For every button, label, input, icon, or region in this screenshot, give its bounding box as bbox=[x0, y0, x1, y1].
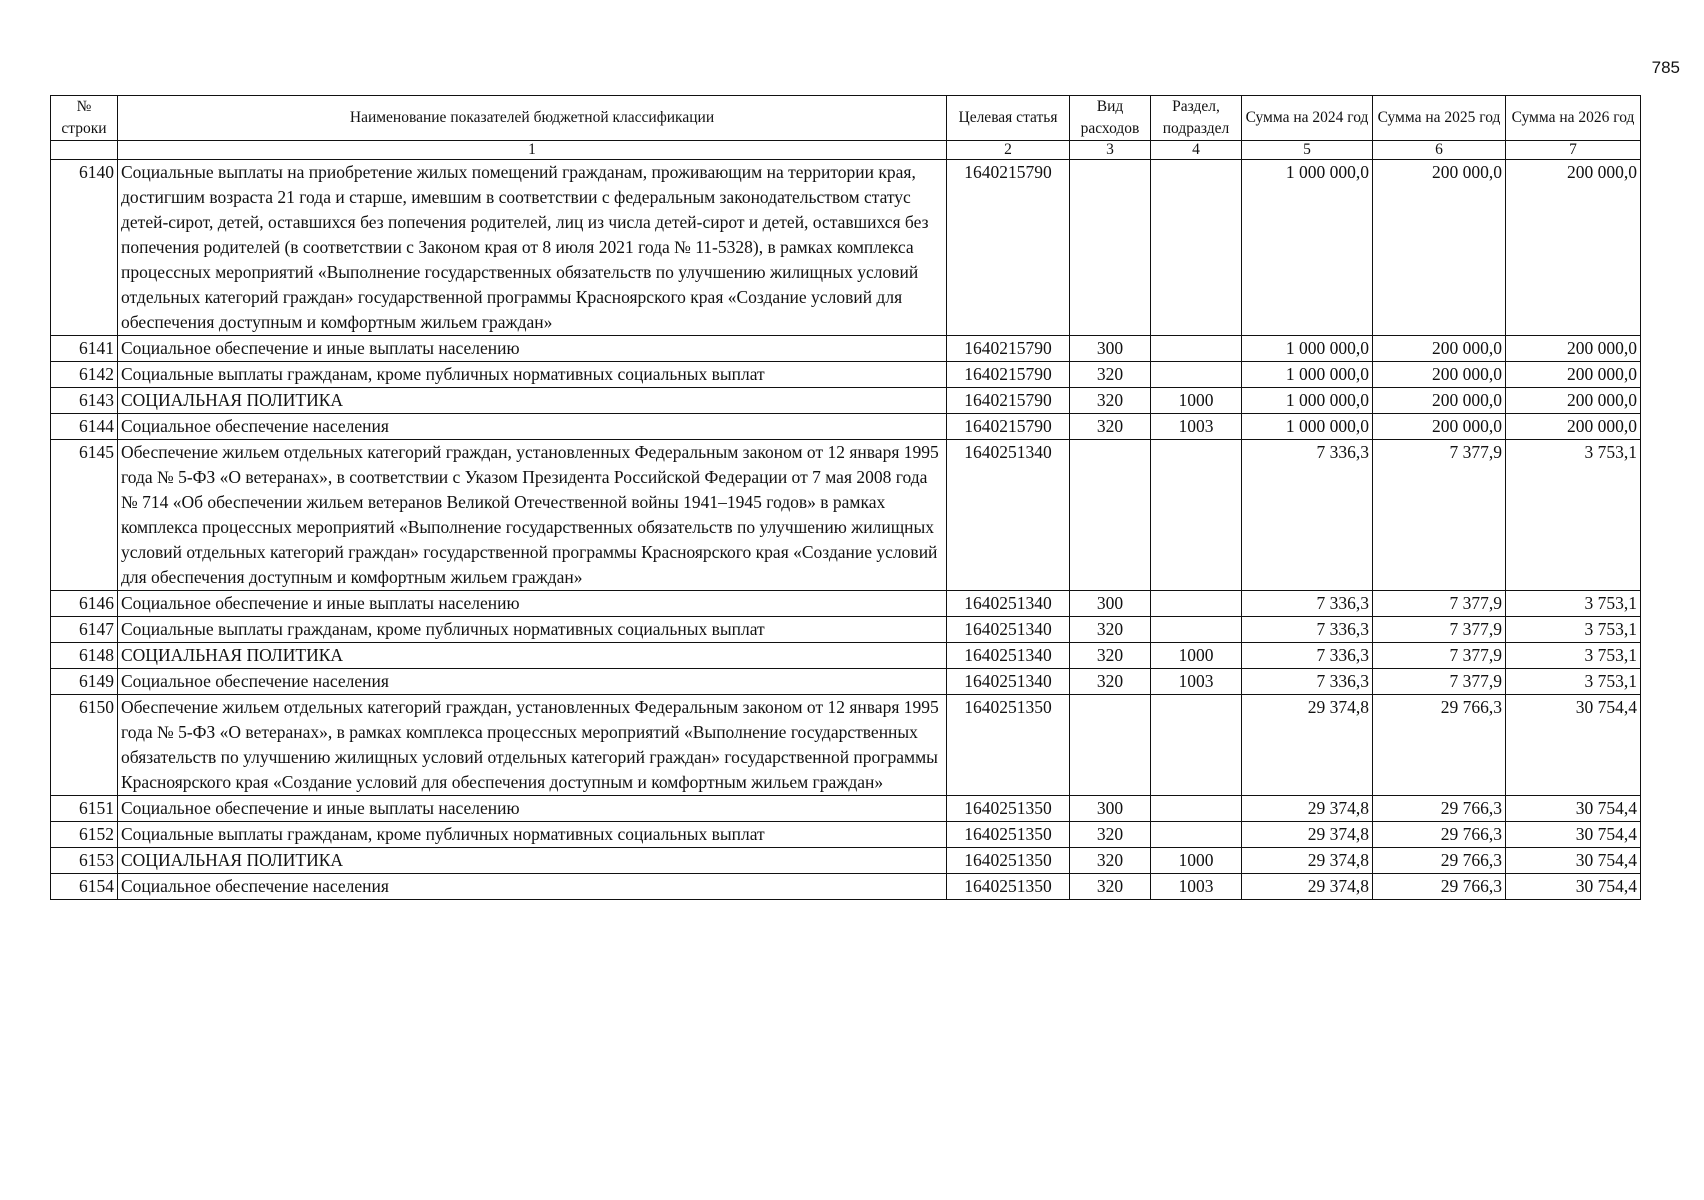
sum-2025-cell: 200 000,0 bbox=[1373, 388, 1506, 414]
table-row bbox=[51, 848, 1641, 874]
sum-2025-cell: 7 377,9 bbox=[1373, 669, 1506, 695]
row-number-cell: 6149 bbox=[51, 669, 118, 695]
row-number-cell: 6153 bbox=[51, 848, 118, 874]
row-name-cell: Социальные выплаты гражданам, кроме публичных нормативных социальных выплат bbox=[118, 617, 947, 643]
column-number: 5 bbox=[1242, 141, 1373, 160]
table-row bbox=[51, 669, 1641, 695]
sum-2026-cell: 200 000,0 bbox=[1506, 388, 1641, 414]
sum-2025-cell: 200 000,0 bbox=[1373, 362, 1506, 388]
section-cell: 1003 bbox=[1151, 414, 1242, 440]
row-name-cell: Социальное обеспечение и иные выплаты населению bbox=[118, 796, 947, 822]
header-sum-2024: Сумма на 2024 год bbox=[1242, 96, 1373, 141]
sum-2024-cell: 29 374,8 bbox=[1242, 848, 1373, 874]
sum-2024-cell: 7 336,3 bbox=[1242, 440, 1373, 591]
table-row bbox=[51, 822, 1641, 848]
sum-2024-cell: 1 000 000,0 bbox=[1242, 388, 1373, 414]
header-sum-2025: Сумма на 2025 год bbox=[1373, 96, 1506, 141]
sum-2024-cell: 1 000 000,0 bbox=[1242, 362, 1373, 388]
table-row bbox=[51, 695, 1641, 796]
target-article-cell: 1640215790 bbox=[947, 160, 1070, 336]
section-cell: 1000 bbox=[1151, 388, 1242, 414]
sum-2026-cell: 200 000,0 bbox=[1506, 362, 1641, 388]
row-name-cell: СОЦИАЛЬНАЯ ПОЛИТИКА bbox=[118, 643, 947, 669]
expense-type-cell: 320 bbox=[1070, 643, 1151, 669]
sum-2024-cell: 1 000 000,0 bbox=[1242, 414, 1373, 440]
expense-type-cell: 320 bbox=[1070, 874, 1151, 900]
target-article-cell: 1640251350 bbox=[947, 695, 1070, 796]
column-number: 7 bbox=[1506, 141, 1641, 160]
target-article-cell: 1640251350 bbox=[947, 848, 1070, 874]
header-row-no: № строки bbox=[51, 96, 118, 141]
section-cell: 1000 bbox=[1151, 848, 1242, 874]
row-number-cell: 6150 bbox=[51, 695, 118, 796]
expense-type-cell: 300 bbox=[1070, 796, 1151, 822]
row-number-cell: 6154 bbox=[51, 874, 118, 900]
sum-2026-cell: 30 754,4 bbox=[1506, 796, 1641, 822]
target-article-cell: 1640215790 bbox=[947, 414, 1070, 440]
sum-2024-cell: 7 336,3 bbox=[1242, 591, 1373, 617]
sum-2025-cell: 29 766,3 bbox=[1373, 796, 1506, 822]
sum-2024-cell: 7 336,3 bbox=[1242, 643, 1373, 669]
sum-2024-cell: 1 000 000,0 bbox=[1242, 336, 1373, 362]
row-name-cell: СОЦИАЛЬНАЯ ПОЛИТИКА bbox=[118, 388, 947, 414]
table-row bbox=[51, 796, 1641, 822]
row-name-cell: Социальное обеспечение и иные выплаты населению bbox=[118, 336, 947, 362]
sum-2024-cell: 29 374,8 bbox=[1242, 874, 1373, 900]
column-number: 1 bbox=[118, 141, 947, 160]
section-cell bbox=[1151, 695, 1242, 796]
section-cell: 1000 bbox=[1151, 643, 1242, 669]
expense-type-cell: 320 bbox=[1070, 617, 1151, 643]
target-article-cell: 1640251350 bbox=[947, 874, 1070, 900]
row-number-cell: 6147 bbox=[51, 617, 118, 643]
table-row bbox=[51, 160, 1641, 336]
section-cell bbox=[1151, 362, 1242, 388]
expense-type-cell: 320 bbox=[1070, 822, 1151, 848]
section-cell: 1003 bbox=[1151, 874, 1242, 900]
row-name-cell: Социальные выплаты гражданам, кроме публичных нормативных социальных выплат bbox=[118, 362, 947, 388]
table-row bbox=[51, 336, 1641, 362]
target-article-cell: 1640251340 bbox=[947, 440, 1070, 591]
sum-2026-cell: 3 753,1 bbox=[1506, 591, 1641, 617]
sum-2024-cell: 1 000 000,0 bbox=[1242, 160, 1373, 336]
target-article-cell: 1640215790 bbox=[947, 362, 1070, 388]
expense-type-cell: 320 bbox=[1070, 669, 1151, 695]
sum-2024-cell: 29 374,8 bbox=[1242, 695, 1373, 796]
row-number-cell: 6146 bbox=[51, 591, 118, 617]
page-number: 785 bbox=[1651, 58, 1680, 77]
budget-table bbox=[50, 95, 1641, 900]
section-cell bbox=[1151, 591, 1242, 617]
sum-2024-cell: 7 336,3 bbox=[1242, 617, 1373, 643]
target-article-cell: 1640251340 bbox=[947, 643, 1070, 669]
row-number-cell: 6142 bbox=[51, 362, 118, 388]
row-name-cell: Социальное обеспечение населения bbox=[118, 669, 947, 695]
header-section: Раздел, подраздел bbox=[1151, 96, 1242, 141]
column-number bbox=[51, 141, 118, 160]
row-number-cell: 6140 bbox=[51, 160, 118, 336]
section-cell bbox=[1151, 796, 1242, 822]
expense-type-cell: 320 bbox=[1070, 388, 1151, 414]
sum-2025-cell: 200 000,0 bbox=[1373, 336, 1506, 362]
table-row bbox=[51, 874, 1641, 900]
sum-2024-cell: 29 374,8 bbox=[1242, 796, 1373, 822]
expense-type-cell bbox=[1070, 695, 1151, 796]
row-name-cell: Социальное обеспечение и иные выплаты населению bbox=[118, 591, 947, 617]
row-name-cell: Социальные выплаты на приобретение жилых помещений гражданам, проживающим на территории края, достигшим возраста 21 года и старше, имевшим в соответствии с федеральным законодательством статус детей-сирот, детей, оставшихся без попечения родителей, лиц из числа детей-сирот и детей, оставшихся без попечения родителей (в соответствии с Законом края от 8 июля 2021 года № 11-5328), в рамках комплекса процессных мероприятий «Выполнение государственных обязательств по улучшению жилищных условий отдельных категорий граждан» государственной программы Красноярского края «Создание условий для обеспечения доступным и комфортным жильем граждан» bbox=[118, 160, 947, 336]
sum-2025-cell: 7 377,9 bbox=[1373, 440, 1506, 591]
expense-type-cell: 320 bbox=[1070, 848, 1151, 874]
section-cell bbox=[1151, 160, 1242, 336]
sum-2025-cell: 29 766,3 bbox=[1373, 848, 1506, 874]
row-name-cell: Социальные выплаты гражданам, кроме публичных нормативных социальных выплат bbox=[118, 822, 947, 848]
sum-2025-cell: 7 377,9 bbox=[1373, 617, 1506, 643]
row-number-cell: 6151 bbox=[51, 796, 118, 822]
row-name-cell: Социальное обеспечение населения bbox=[118, 874, 947, 900]
sum-2024-cell: 7 336,3 bbox=[1242, 669, 1373, 695]
header-name: Наименование показателей бюджетной классификации bbox=[118, 96, 947, 141]
table-row bbox=[51, 617, 1641, 643]
sum-2026-cell: 3 753,1 bbox=[1506, 643, 1641, 669]
target-article-cell: 1640251340 bbox=[947, 617, 1070, 643]
sum-2026-cell: 30 754,4 bbox=[1506, 874, 1641, 900]
row-number-cell: 6152 bbox=[51, 822, 118, 848]
target-article-cell: 1640251350 bbox=[947, 796, 1070, 822]
row-number-cell: 6143 bbox=[51, 388, 118, 414]
header-target: Целевая статья bbox=[947, 96, 1070, 141]
column-number: 3 bbox=[1070, 141, 1151, 160]
sum-2025-cell: 200 000,0 bbox=[1373, 414, 1506, 440]
expense-type-cell: 320 bbox=[1070, 362, 1151, 388]
expense-type-cell: 300 bbox=[1070, 336, 1151, 362]
row-number-cell: 6148 bbox=[51, 643, 118, 669]
row-number-cell: 6144 bbox=[51, 414, 118, 440]
table-body bbox=[51, 160, 1641, 900]
expense-type-cell bbox=[1070, 440, 1151, 591]
sum-2026-cell: 30 754,4 bbox=[1506, 822, 1641, 848]
sum-2026-cell: 200 000,0 bbox=[1506, 336, 1641, 362]
sum-2026-cell: 30 754,4 bbox=[1506, 695, 1641, 796]
target-article-cell: 1640251350 bbox=[947, 822, 1070, 848]
row-name-cell: Обеспечение жильем отдельных категорий граждан, установленных Федеральным законом от 12 января 1995 года № 5-ФЗ «О ветеранах», в рамках комплекса процессных мероприятий «Выполнение государственных обязательств по улучшению жилищных условий отдельных категорий граждан» государственной программы Красноярского края «Создание условий для обеспечения доступным и комфортным жильем граждан» bbox=[118, 695, 947, 796]
target-article-cell: 1640215790 bbox=[947, 336, 1070, 362]
table-row bbox=[51, 362, 1641, 388]
row-name-cell: СОЦИАЛЬНАЯ ПОЛИТИКА bbox=[118, 848, 947, 874]
sum-2026-cell: 3 753,1 bbox=[1506, 617, 1641, 643]
header-row bbox=[51, 96, 1641, 141]
sum-2026-cell: 3 753,1 bbox=[1506, 440, 1641, 591]
sum-2025-cell: 29 766,3 bbox=[1373, 695, 1506, 796]
sum-2025-cell: 29 766,3 bbox=[1373, 874, 1506, 900]
section-cell bbox=[1151, 617, 1242, 643]
sum-2025-cell: 29 766,3 bbox=[1373, 822, 1506, 848]
target-article-cell: 1640215790 bbox=[947, 388, 1070, 414]
table-row bbox=[51, 440, 1641, 591]
sum-2025-cell: 7 377,9 bbox=[1373, 643, 1506, 669]
table-row bbox=[51, 591, 1641, 617]
sum-2025-cell: 7 377,9 bbox=[1373, 591, 1506, 617]
section-cell bbox=[1151, 822, 1242, 848]
target-article-cell: 1640251340 bbox=[947, 591, 1070, 617]
table-row bbox=[51, 414, 1641, 440]
section-cell bbox=[1151, 440, 1242, 591]
column-number: 2 bbox=[947, 141, 1070, 160]
column-number: 4 bbox=[1151, 141, 1242, 160]
sum-2026-cell: 3 753,1 bbox=[1506, 669, 1641, 695]
column-number: 6 bbox=[1373, 141, 1506, 160]
expense-type-cell: 300 bbox=[1070, 591, 1151, 617]
sum-2025-cell: 200 000,0 bbox=[1373, 160, 1506, 336]
expense-type-cell: 320 bbox=[1070, 414, 1151, 440]
row-number-cell: 6145 bbox=[51, 440, 118, 591]
sum-2024-cell: 29 374,8 bbox=[1242, 822, 1373, 848]
row-name-cell: Социальное обеспечение населения bbox=[118, 414, 947, 440]
sum-2026-cell: 30 754,4 bbox=[1506, 848, 1641, 874]
header-sum-2026: Сумма на 2026 год bbox=[1506, 96, 1641, 141]
sum-2026-cell: 200 000,0 bbox=[1506, 414, 1641, 440]
section-cell: 1003 bbox=[1151, 669, 1242, 695]
row-number-cell: 6141 bbox=[51, 336, 118, 362]
section-cell bbox=[1151, 336, 1242, 362]
expense-type-cell bbox=[1070, 160, 1151, 336]
table-row bbox=[51, 643, 1641, 669]
sum-2026-cell: 200 000,0 bbox=[1506, 160, 1641, 336]
table-row bbox=[51, 388, 1641, 414]
header-expense-type: Вид расходов bbox=[1070, 96, 1151, 141]
target-article-cell: 1640251340 bbox=[947, 669, 1070, 695]
column-number-row bbox=[51, 141, 1641, 160]
row-name-cell: Обеспечение жильем отдельных категорий граждан, установленных Федеральным законом от 12 января 1995 года № 5-ФЗ «О ветеранах», в соответствии с Указом Президента Российской Федерации от 7 мая 2008 года № 714 «Об обеспечении жильем ветеранов Великой Отечественной войны 1941–1945 годов» в рамках комплекса процессных мероприятий «Выполнение государственных обязательств по улучшению жилищных условий отдельных категорий граждан» государственной программы Красноярского края «Создание условий для обеспечения доступным и комфортным жильем граждан» bbox=[118, 440, 947, 591]
